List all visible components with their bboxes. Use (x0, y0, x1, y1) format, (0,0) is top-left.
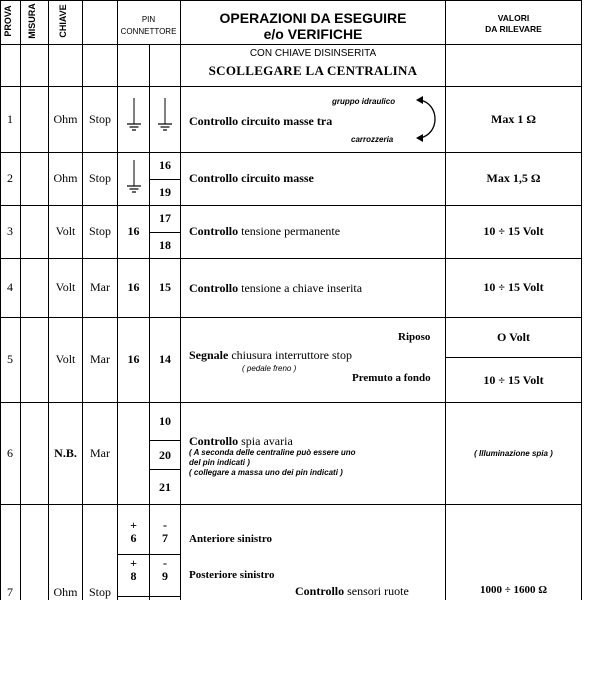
row5-operation (189, 348, 352, 363)
row5-valore-premuto: 10 ÷ 15 Volt (483, 372, 544, 387)
row6-note3: ( collegare a massa uno dei pin indicati ) (189, 468, 343, 477)
row5-valore-riposo: O Volt (496, 329, 530, 344)
header-operazioni (181, 10, 445, 42)
row6-op-bold: Controllo (189, 434, 239, 448)
row6-note2: del pin indicati ) (189, 458, 250, 467)
row1-misura: Ohm (53, 111, 78, 126)
row7-op-rest: sensori ruote (344, 584, 409, 598)
row7-pin1-b (118, 557, 149, 583)
row3-operation (189, 224, 340, 239)
row4-pin1: 16 (127, 280, 140, 294)
row6-pin-21: 21 (159, 479, 171, 494)
row3-pin-17: 17 (159, 211, 171, 225)
row7-pin1-b-sign: + (130, 556, 137, 570)
header-misura: MISURA (27, 3, 37, 39)
header-valori-line2: DA RILEVARE (485, 24, 542, 34)
row-divider (117, 596, 181, 597)
row2-misura: Ohm (53, 171, 78, 185)
row3-prova: 3 (7, 224, 13, 238)
row6-pin-20: 20 (159, 447, 171, 462)
row1-gruppo-idraulico: gruppo idraulico (332, 97, 396, 106)
row6-operation (189, 434, 293, 449)
row4-op-rest: tensione a chiave inserita (238, 281, 363, 295)
row-divider (0, 44, 582, 45)
double-arrow-icon (408, 96, 438, 144)
row7-pin2-b (150, 557, 180, 583)
table-border-top (0, 0, 582, 1)
row4-misura: Volt (55, 280, 76, 294)
header-chiave: CHIAVE (58, 4, 68, 38)
row7-op-bold: Controllo (295, 584, 345, 598)
row5-prova: 5 (7, 352, 13, 366)
row2-prova: 2 (7, 171, 13, 185)
row4-pin2: 15 (159, 280, 171, 294)
header-valori (446, 13, 581, 35)
row7-pin2-a (150, 519, 180, 545)
row7-pin1-a-sign: + (130, 518, 137, 532)
row6-misura: N.B. (54, 445, 77, 460)
ground-icon (126, 160, 142, 196)
row6-valore: ( Illuminazione spia ) (474, 448, 553, 458)
row2-chiave: Stop (88, 171, 111, 185)
intro-line2: SCOLLEGARE LA CENTRALINA (208, 63, 418, 78)
row4-valore: 10 ÷ 15 Volt (483, 280, 544, 294)
row3-pin-18: 18 (159, 238, 171, 252)
row2-pin-16: 16 (159, 158, 171, 172)
row7-pin1-a-num: 6 (130, 531, 137, 545)
row5-chiave: Mar (90, 352, 110, 366)
row5-premuto: Premuto a fondo (352, 372, 431, 384)
row2-valore: Max 1,5 Ω (486, 171, 541, 185)
row7-pin2-a-num: 7 (162, 531, 168, 545)
row7-chiave: Stop (88, 584, 111, 599)
intro-line1: CON CHIAVE DISINSERITA (249, 48, 377, 59)
row1-prova: 1 (7, 111, 13, 126)
row4-op-bold: Controllo (189, 281, 239, 295)
row4-chiave: Mar (90, 280, 110, 294)
row1-carrozzeria: carrozzeria (351, 135, 394, 144)
header-pin-line2: CONNETTORE (120, 27, 177, 36)
header-pin-connettore (117, 14, 180, 38)
row3-valore: 10 ÷ 15 Volt (483, 224, 544, 238)
row5-misura: Volt (55, 352, 76, 366)
row5-op-rest: chiusura interruttore stop (228, 348, 352, 362)
row5-pin2: 14 (159, 352, 171, 366)
row5-op-bold: Segnale (189, 348, 229, 362)
row3-misura: Volt (55, 224, 76, 238)
row1-chiave: Stop (88, 111, 111, 126)
header-operazioni-line1: OPERAZIONI DA ESEGUIRE (219, 10, 407, 26)
row7-anteriore: Anteriore sinistro (189, 533, 272, 545)
row4-operation (189, 281, 362, 296)
row7-valore: 1000 ÷ 1600 Ω (479, 584, 548, 596)
row5-pin1: 16 (127, 352, 140, 366)
row6-note1: ( A seconda delle centraline può essere uno (189, 448, 356, 457)
column-divider (180, 0, 181, 600)
row7-misura: Ohm (53, 584, 78, 599)
row7-pin1-b-num: 8 (130, 569, 137, 583)
row6-chiave: Mar (90, 445, 110, 460)
row2-pin-19: 19 (159, 185, 171, 199)
row3-chiave: Stop (88, 224, 111, 238)
header-prova: PROVA (3, 5, 13, 37)
row5-riposo: Riposo (398, 331, 431, 343)
column-divider (20, 0, 21, 600)
row-divider (117, 554, 181, 555)
row7-operation (295, 584, 409, 599)
row7-pin2-a-sign: - (163, 518, 167, 532)
header-pin-line1: PIN (141, 15, 156, 24)
row6-prova: 6 (7, 445, 13, 460)
row3-pin1: 16 (127, 224, 140, 238)
header-operazioni-line2: e/o VERIFICHE (263, 26, 363, 42)
row2-operation: Controllo circuito masse (189, 171, 314, 185)
row7-pin2-b-num: 9 (162, 569, 168, 583)
row3-op-bold: Controllo (189, 224, 239, 238)
table-border-right (581, 0, 582, 600)
row3-op-rest: tensione permanente (238, 224, 341, 238)
row4-prova: 4 (7, 280, 13, 294)
ground-icon (126, 98, 142, 134)
row1-operation: Controllo circuito masse tra (189, 114, 333, 128)
row7-posteriore: Posteriore sinistro (189, 569, 275, 581)
row6-pin-10: 10 (159, 413, 171, 428)
row1-valore: Max 1 Ω (491, 111, 536, 126)
row7-pin2-b-sign: - (163, 556, 167, 570)
row6-op-rest: spia avaria (238, 434, 293, 448)
row5-note: ( pedale freno ) (242, 364, 297, 373)
ground-icon (157, 98, 173, 134)
row7-prova: 7 (7, 584, 13, 599)
row7-pin1-a (118, 519, 149, 545)
header-valori-line1: VALORI (497, 13, 530, 23)
